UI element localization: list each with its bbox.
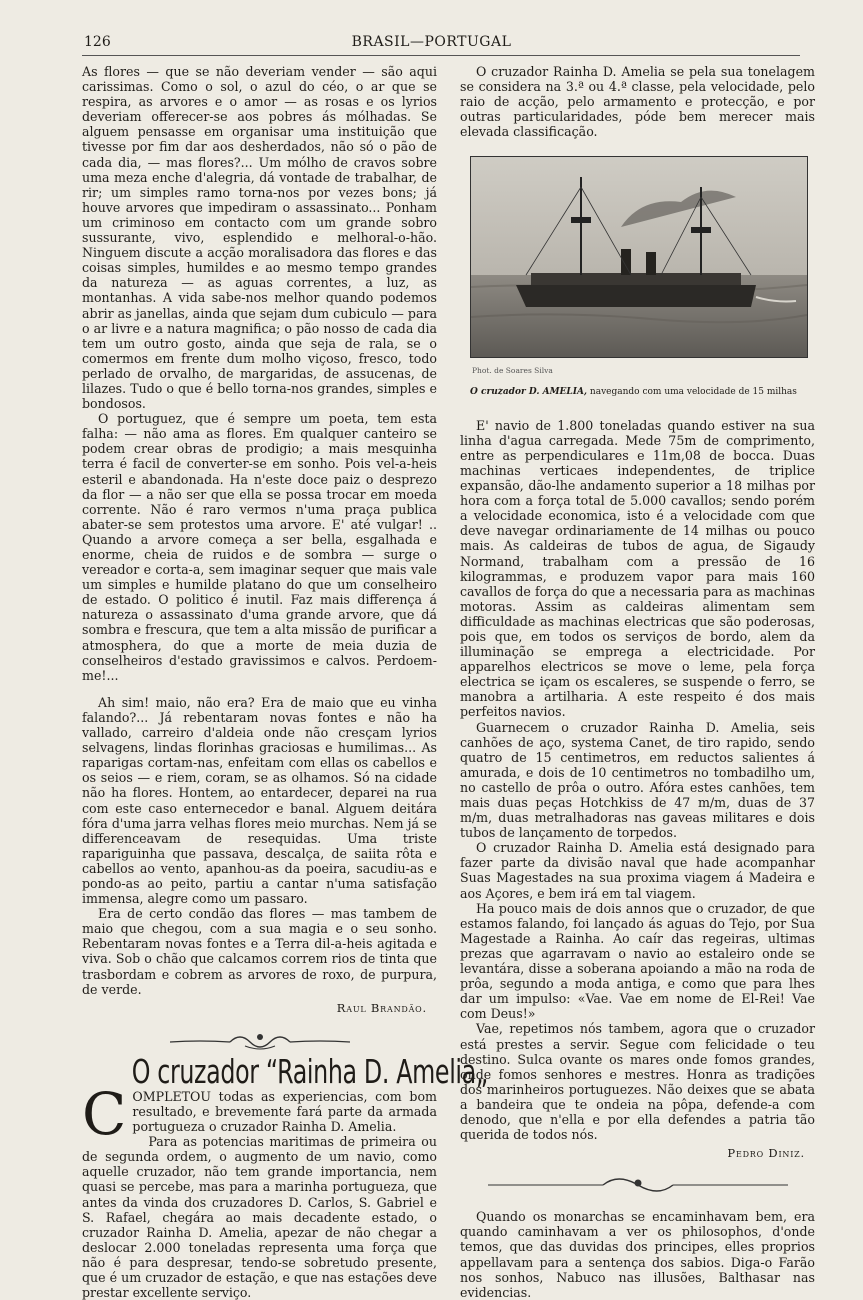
left-column (82, 64, 488, 1300)
ornament-divider-icon (460, 1171, 815, 1199)
header-rule (82, 55, 800, 56)
article-paragraph: Guarnecem o cruzador Rainha D. Amelia, seis canhões de aço, systema Canet, de tiro rapido, sendo quatro de 15 centimetros, em reductos salientes á amurada, e dois de 10 centimetros no tombadilho um, no castello de prôa o outro. Afóra estes canhões, tem mais duas peças Hotchkiss de 47 m/m, duas de 37 m/m, duas metralhadoras nas gaveas militares e dois tubos de lançamento de torpedos. (460, 719, 815, 841)
essay-paragraph: Era de certo condão das flores — mas tambem de maio que chegou, com a sua magia e o seu sonho. Rebentaram novas fontes e a Terra dil-a-heis agitada e viva. Sob o chão que calcamos correm rios de tinta que trasbordam e cobrem as arvores de roxo, de purpura, de verde. (82, 906, 437, 997)
article-paragraph: Para as potencias maritimas de primeira ou de segunda ordem, o augmento de um navio, como aquelle cruzador, não tem grande importancia, nem quasi se percebe, mas para a marinha portugueza, que antes da vinda dos cruzadores D. Carlos, S. Gabriel e S. Rafael, chegára ao mais decadente estado, o cruzador Rainha D. Amelia, apezar de não chegar a deslocar 2.000 toneladas representa uma força que não é para despresar, tendo-se sobretudo presente, que é um cruzador de estação, e que nas estações deve prestar excellente serviço. (82, 1134, 437, 1300)
signature-raul-brandao: Raul Brandão. (336, 1000, 427, 1015)
photo-credit: Phot. de Soares Silva (472, 366, 553, 376)
cruiser-photograph (470, 156, 808, 358)
closing-paragraph: Quando os monarchas se encaminhavam bem, era quando caminhavam a ver os philosophos, d'onde temos, que das duvidas dos principes, elles proprios appellavam para a sentença dos sabios. Diga-o Farão nos sonhos, Nabuco nas illusões, Balthasar nas evidencias. (460, 1209, 815, 1300)
drop-cap: C (82, 1079, 127, 1148)
article-lead-paragraph: COMPLETOU todas as experiencias, com bom resultado, e brevemente fará parte da armada portugueza o cruzador Rainha D. Amelia. (82, 1079, 437, 1148)
essay-paragraph: O portuguez, que é sempre um poeta, tem esta falha: — não ama as flores. Em qualquer canteiro se podem crear obras de prodigio; a mais mesquinha terra é facil de converter-se em sonho. Pois vel-a-heis esteril e abandonada. Ha n'este doce paiz o desprezo da flor — a não ser que ella se possa trocar em moeda corrente. Não é raro vermos n'uma praça publica abater-se sem protestos uma arvore. E' até vulgar! .. Quando a arvore começa a ser bella, esgalhada e enorme, cheia de ruidos e de sombra — surge o vereador e corta-a, sem imaginar sequer que mais vale um simples e humilde platano do que um conselheiro de estado. O politico é inutil. Faz mais differença á natureza o assassinato d'uma grande arvore, que dá sombra e frescura, que tem a alta missão de purificar a atmosphera, do que a morte de meia duzia de conselheiros d'estado gravissimos e calvos. Perdoem-me!... (82, 411, 437, 683)
running-title: BRASIL—PORTUGAL (351, 34, 512, 50)
signature-pedro-diniz: Pedro Diniz. (727, 1146, 805, 1161)
photo-caption: O cruzador D. AMELIA, navegando com uma velocidade de 15 milhas (470, 386, 797, 397)
article-paragraph: Vae, repetimos nós tambem, agora que o cruzador está prestes a servir. Segue com felicidade o teu destino. Sulca ovante os mares onde fomos grandes, onde fomos senhores e mestres. Honra as tradições dos marinheiros portuguezes. Não deixes que se abata a bandeira que te ondeia na pôpa, defende-a com denodo, que n'ella e por ella defendes a patria tão querida de todos nós. (460, 1021, 815, 1143)
cruiser-ship-icon (471, 157, 807, 357)
article-paragraph: Ha pouco mais de dois annos que o cruzador, de que estamos falando, foi lançado ás aguas do Tejo, por Sua Magestade a Rainha. Ao caír das regeiras, ultimas prezas que agarravam o navio ao estaleiro onde se levantára, disse a soberana apoiando a mão na roda de prôa, segundo a moda antiga, e como que para lhes dar um impulso: «Vae. Vae em nome de El-Rei! Vae com Deus!» (460, 900, 815, 1022)
article-headline: O cruzador “Rainha D. Amelia„ (131, 1051, 488, 1091)
essay-paragraph: As flores — que se não deveriam vender — são aqui carissimas. Como o sol, o azul do céo, o ar que se respira, as arvores e o amor — as rosas e os lyrios deveriam offerecer-se aos pobres ás mólhadas. Se alguem pensasse em organisar uma instituição que tivesse por fim dar aos desherdados, não só o pão de cada dia, — mas flores?... Um mólho de cravos sobre uma meza enche d'alegria, dá vontade de trabalhar, de rir; um simples ramo torna-nos por vezes bons; já houve arvores que impediram o assassinato... Ponham um criminoso em contacto com um grande sobro sussurante, vivo, esplendido e melhoral-o-hão. Ninguem discute a acção moralisadora das flores e das coisas simples, humildes e ao mesmo tempo grandes da natureza — as aguas correntes, a luz, as montanhas. A vida sabe-nos melhor quando podemos abrir as janellas, ainda que sejam dum cubiculo — para o ar livre e a natura magnifica; o pão nosso de cada dia tem um outro gosto, ainda que seja de rala, se o comermos em frente dum molho viçoso, fresco, todo perlado de orvalho, de margaridas, de assucenas, de lilazes. Tudo o que é bello torna-nos grandes, simples e bondosos. (82, 64, 437, 412)
article-paragraph: O cruzador Rainha D. Amelia está designado para fazer parte da divisão naval que hade acompanhar Suas Magestades na sua proxima viagem á Madeira e aos Açores, e bem irá em tal viagem. (460, 840, 815, 901)
essay-paragraph: Ah sim! maio, não era? Era de maio que eu vinha falando?... Já rebentaram novas fontes e não ha vallado, carreiro d'aldeia onde não cresçam lyrios selvagens, lindas florinhas graciosas e humilimas... As raparigas cortam-nas, enfeitam com ellas os cabellos e os seios — e riem, coram, se as olhamos. Só na cidade não ha flores. Hontem, ao entardecer, deparei na rua com este caso enternecedor e banal. Alguem deitára fóra d'uma jarra velhas flores meio murchas. Nem já se differenceavam de resequidas. Uma triste rapariguinha que passava, descalça, de saiita rôta e cabellos ao vento, apanhou-as da poeira, sacudiu-as e pondo-as ao peito, partiu a cantar n'uma satisfação immensa, alegre como um passaro. (82, 694, 437, 907)
page-number: 126 (84, 34, 111, 50)
right-column (460, 64, 815, 1300)
article-paragraph: O cruzador Rainha D. Amelia se pela sua tonelagem se considera na 3.ª ou 4.ª classe, pela velocidade, pelo raio de acção, pelo armamento e protecção, e por outras particularidades, póde bem merecer mais elevada classificação. (460, 64, 815, 140)
ornament-divider-icon (82, 1026, 437, 1054)
article-paragraph: E' navio de 1.800 toneladas quando estiver na sua linha d'agua carregada. Mede 75m de comprimento, entre as perpendiculares e 11m,08 de bocca. Duas machinas verticaes independentes, de triplice expansão, dão-lhe andamento superior a 18 milhas por hora com a força total de 5.000 cavallos; sendo porém a velocidade economica, isto é a velocidade com que deve navegar ordinariamente de 14 milhas ou pouco mais. As caldeiras de tubos de agua, de Sigaudy Normand, trabalham com a pressão de 16 kilogrammas, e produzem vapor para mais 160 cavallos de força do que a necessaria para as machinas motoras. Assim as caldeiras alimentam sem difficuldade as machinas electricas que são poderosas, pois que, em todos os serviços de bordo, alem da illuminação se emprega a electricidade. Por apparelhos electricos se move o leme, pela força electrica se içam os escaleres, se suspende o ferro, se manobra a artilharia. A este respeito é dos mais perfeitos navios. (460, 417, 815, 720)
